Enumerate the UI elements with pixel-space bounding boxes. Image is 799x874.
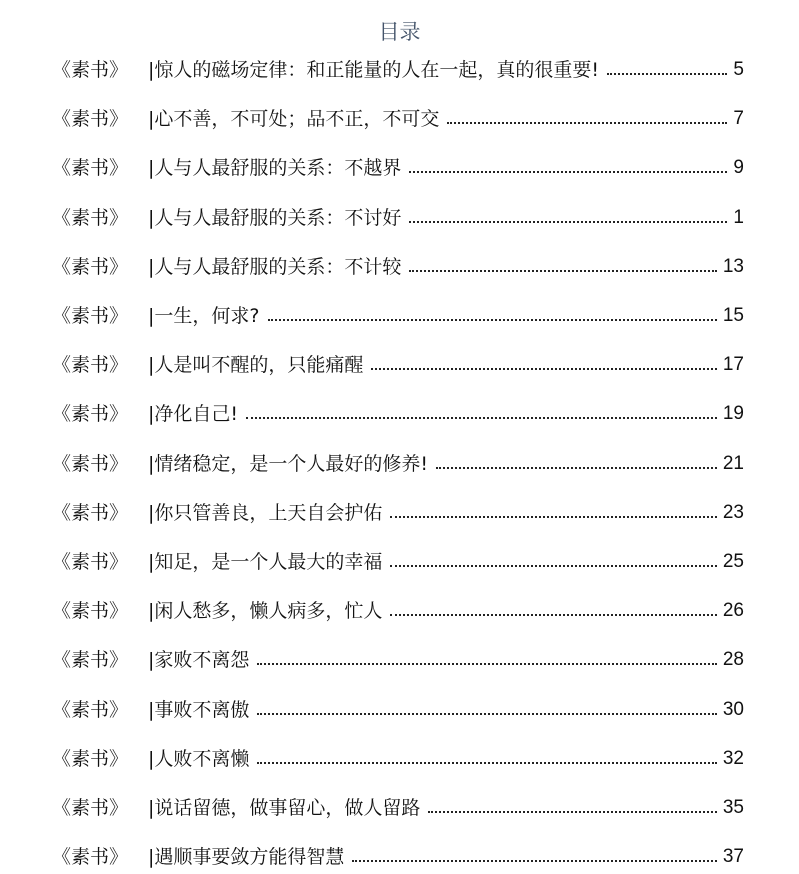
entry-title: |说话留德，做事留心，做人留路 (148, 797, 421, 819)
dot-leader (268, 319, 717, 321)
toc-entry[interactable] (0, 793, 799, 823)
dot-leader (390, 516, 717, 518)
entry-book-name: 《素书》 (52, 206, 129, 229)
toc-entry[interactable] (0, 842, 799, 872)
toc-entry[interactable] (0, 547, 799, 577)
entry-page-number: 37 (722, 846, 744, 868)
entry-page-number: 15 (722, 305, 744, 326)
entry-book-name: 《素书》 (52, 452, 129, 475)
entry-title: |人与人最舒服的关系：不讨好 (148, 206, 402, 229)
entry-book-name: 《素书》 (52, 255, 129, 278)
toc-entry[interactable] (0, 695, 799, 725)
entry-page-number: 9 (733, 157, 744, 179)
dot-leader (257, 762, 717, 764)
entry-page-number: 19 (722, 403, 744, 425)
entry-page-number: 25 (722, 551, 744, 572)
dot-leader (428, 811, 717, 813)
toc-entry[interactable] (0, 350, 799, 380)
toc-entry[interactable] (0, 449, 799, 479)
dot-leader (409, 221, 727, 223)
entry-title: |家败不离怨 (148, 649, 250, 672)
entry-book-name: 《素书》 (52, 305, 129, 327)
entry-page-number: 17 (722, 354, 744, 376)
entry-book-name: 《素书》 (52, 551, 129, 573)
entry-book-name: 《素书》 (52, 403, 129, 426)
toc-entry[interactable] (0, 301, 799, 331)
entry-title: |闲人愁多，懒人病多，忙人 (148, 600, 383, 623)
entry-title: |遇顺事要敛方能得智慧 (148, 846, 345, 869)
entry-page-number: 5 (733, 59, 744, 80)
entry-book-name: 《素书》 (52, 108, 129, 131)
toc-entry[interactable] (0, 399, 799, 429)
entry-page-number: 26 (722, 600, 744, 622)
entry-book-name: 《素书》 (52, 649, 129, 672)
entry-book-name: 《素书》 (52, 698, 129, 721)
entry-title: |你只管善良，上天自会护佑 (148, 501, 383, 524)
entry-title: |知足，是一个人最大的幸福 (148, 551, 383, 573)
entry-title: |心不善，不可处；品不正，不可交 (148, 108, 440, 131)
entry-title: |人与人最舒服的关系：不计较 (148, 255, 402, 278)
toc-entry[interactable] (0, 645, 799, 675)
toc-entry[interactable] (0, 252, 799, 282)
entry-title: |人是叫不醒的，只能痛醒 (148, 354, 364, 377)
toc-entry[interactable] (0, 104, 799, 134)
entry-title: |事败不离傲 (148, 698, 250, 721)
entry-book-name: 《素书》 (52, 797, 129, 819)
entry-page-number: 32 (722, 747, 744, 769)
entry-title: |一生，何求? (148, 305, 260, 327)
entry-book-name: 《素书》 (52, 600, 129, 623)
entry-book-name: 《素书》 (52, 846, 129, 869)
entry-title: |情绪稳定，是一个人最好的修养! (148, 452, 429, 475)
entry-title: |净化自己! (148, 403, 239, 426)
entry-book-name: 《素书》 (52, 157, 129, 180)
toc-entry[interactable] (0, 203, 799, 233)
dot-leader (390, 565, 717, 567)
entry-page-number: 30 (722, 698, 744, 720)
dot-leader (409, 270, 717, 272)
entry-title: |人与人最舒服的关系：不越界 (148, 157, 402, 180)
entry-book-name: 《素书》 (52, 59, 129, 81)
entry-page-number: 21 (722, 452, 744, 474)
entry-page-number: 23 (722, 501, 744, 523)
toc-entry[interactable] (0, 498, 799, 528)
dot-leader (390, 614, 717, 616)
dot-leader (607, 73, 727, 75)
entry-book-name: 《素书》 (52, 747, 129, 770)
entry-page-number: 1 (733, 206, 744, 228)
dot-leader (257, 663, 717, 665)
toc-title: 目录 (378, 20, 421, 44)
toc-entry[interactable] (0, 744, 799, 774)
dot-leader (246, 417, 717, 419)
entry-page-number: 28 (722, 649, 744, 671)
entry-page-number: 35 (722, 797, 744, 818)
toc-entry[interactable] (0, 153, 799, 183)
entry-page-number: 7 (733, 108, 744, 130)
dot-leader (371, 368, 717, 370)
toc-entry[interactable] (0, 55, 799, 85)
dot-leader (257, 713, 717, 715)
dot-leader (409, 171, 727, 173)
entry-page-number: 13 (722, 255, 744, 277)
toc-entry[interactable] (0, 596, 799, 626)
dot-leader (352, 860, 717, 862)
entry-title: |人败不离懒 (148, 747, 250, 770)
entry-title: |惊人的磁场定律：和正能量的人在一起，真的很重要! (148, 59, 600, 81)
entry-book-name: 《素书》 (52, 354, 129, 377)
dot-leader (447, 122, 727, 124)
entry-book-name: 《素书》 (52, 501, 129, 524)
dot-leader (436, 467, 717, 469)
